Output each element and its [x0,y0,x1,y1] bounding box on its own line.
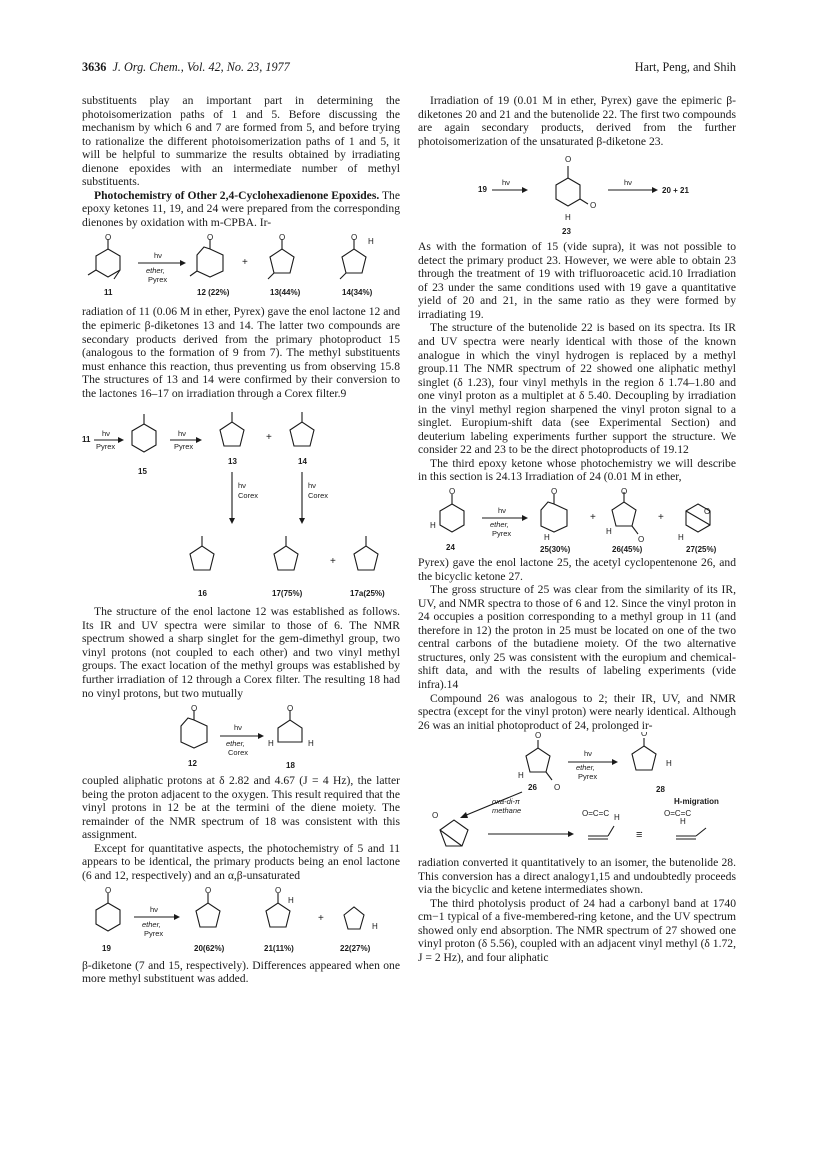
condition: Pyrex [492,529,512,539]
condition: hν [238,481,246,491]
paragraph: Pyrex) gave the enol lactone 25, the acetyl cyclopentenone 26, and the bicyclic ketone 27. [418,556,736,583]
hydrogen-label: H [678,533,684,543]
plus-sign: + [318,912,324,924]
paragraph: The third epoxy ketone whose photochemistry we will describe in this section is 24.13 Irradiation of 24 (0.01 M in ether, [418,456,736,484]
compound-label: 23 [562,227,571,237]
paragraph: Irradiation of 19 (0.01 M in ether, Pyrex) gave the epimeric β-diketones 20 and 21 and the butenolide 22. The first two compounds are again secondary products, derived from the further photoisomerization of the unsaturated β-diketone 23. [418,94,736,148]
scheme-4 [82,883,400,959]
oxygen-label: O [449,487,456,497]
hydrogen-label: H [268,739,274,749]
hydrogen-label: H [544,533,550,543]
paragraph: coupled aliphatic protons at δ 2.82 and 4.67 (J = 4 Hz), the latter being the proton adjacent to the oxygen. This result required that the vinyl protons in 12 be at the termini of the diene moiety. The remainder of the NMR spectrum of 18 was consistent with this assignment. [82,774,400,842]
oxygen-label: O [535,732,542,741]
paragraph: radiation of 11 (0.06 M in ether, Pyrex) gave the enol lactone 12 and the epimeric β-diketones 13 and 14. The latter two compounds are secondary products derived from the primary photoproduct 15 (analogous to the formation of 9 from 7). The methyl substituents must enhance this reaction, thus preventing us from observing 15.8 The structures of 13 and 14 were confirmed by their conversion to the lactones 16–17 on irradiation through a Corex filter.9 [82,305,400,400]
hydrogen-label: H [430,521,436,531]
plus-sign: + [330,556,336,568]
paragraph: Compound 26 was analogous to 2; their IR, UV, and NMR spectra (except for the vinyl proton) were nearly identical. Although 26 was an initial photoproduct of 24, prolonged ir- [418,691,736,732]
page-number: 3636 [82,60,107,74]
oxygen-label: O [638,535,645,545]
scheme-7 [418,732,736,856]
compound-label: 19 [102,943,111,953]
compound-label: 26(45%) [612,545,643,555]
condition: Corex [228,748,249,758]
oxygen-label: O [279,233,286,243]
paragraph: The third photolysis product of 24 had a carbonyl band at 1740 cm−1 typical of a five-membered-ring ketone, and the UV spectrum showed only end absorption. The NMR spectrum of 27 showed one vinyl proton (δ 5.56), coupled with an adjacent vinyl methyl (δ 1.72, J = 2 Hz), and four aliphatic [418,896,736,964]
oxygen-label: O [205,885,212,895]
scheme-5 [418,148,736,240]
hydrogen-label: H [666,759,672,769]
paragraph [82,189,400,230]
condition: Corex [238,491,259,501]
oxygen-label: O [432,811,439,821]
compound-label: 17a(25%) [350,589,385,599]
hydrogen-label: H [680,817,686,827]
scheme-1 [82,229,400,305]
left-column [82,94,400,986]
compound-label: 13(44%) [270,288,301,298]
authors: Hart, Peng, and Shih [634,60,736,74]
condition: ether, [490,520,509,530]
compound-label: 14(34%) [342,288,373,298]
compound-label: 17(75%) [272,589,303,599]
journal-citation [82,60,290,75]
condition: ether, [146,266,165,276]
paragraph: radiation converted it quantitatively to an isomer, the butenolide 28. This conversion has a direct analogy1,15 and undoubtedly proceeds via the bicyclic and ketene intermediates shown. [418,856,736,897]
compound-label: 27(25%) [686,545,717,555]
hydrogen-label: H [288,895,294,905]
condition: hν [498,506,506,516]
condition: hν [234,723,242,733]
journal-name: J. Org. Chem., [112,60,184,74]
oxygen-label: O [565,155,572,165]
compound-label: 18 [286,761,295,771]
scheme-3 [82,700,400,774]
condition: hν [150,904,158,914]
oxygen-label: O [351,233,358,243]
condition: Pyrex [144,928,164,938]
condition: methane [492,806,522,816]
condition: hν [154,251,162,261]
condition: hν [308,481,316,491]
compound-label: 25(30%) [540,545,571,555]
compound-label: 12 [188,759,197,769]
hydrogen-label: H [372,921,378,931]
oxygen-label: O [621,487,628,497]
oxygen-label: O [641,732,648,739]
oxygen-label: O [105,885,112,895]
compound-label: 11 [104,288,113,298]
compound-label: 21(11%) [264,943,294,953]
compound-label: 24 [446,543,455,553]
plus-sign: + [242,257,248,269]
compound-label: 20(62%) [194,943,225,953]
paragraph-text: The epoxy ketones 11, 19, and 24 were prepared from the corresponding dienones by oxidation with m-CPBA. Ir- [82,188,400,229]
condition: Pyrex [96,442,116,452]
plus-sign: + [590,512,596,524]
condition: hν [102,429,110,439]
compound-label: 15 [138,467,147,477]
paragraph: The gross structure of 25 was clear from the similarity of its IR, UV, and NMR spectra to those of 6 and 12. Since the vinyl proton in 24 occupies a position corresponding to a methyl group in 11 (and therefore in 12) the proton in 25 must be located on one of the two central carbons of the butadiene moiety. Of the two alternative structures, only 25 was consistent with the europium and chemical-shift data, and with the results of labeling experiments (vide infra).14 [418,583,736,691]
paragraph: Except for quantitative aspects, the photochemistry of 5 and 11 appears to be identical, the primary products being an enol lactone (6 and 12, respectively) and an α,β-unsaturated [82,841,400,882]
equivalence-sign: ≡ [636,829,643,842]
condition: hν [624,178,632,188]
paragraph: substituents play an important part in determining the photoisomerization paths of 1 and 5. Before discussing the mechanism by which 6 and 7 are formed from 5, and before trying to rationalize the different photoisomerization paths of 1 and 5, it will be helpful to summarize the results obtained by irradiating dienone epoxides with an intermediate number of methyl substituents. [82,94,400,189]
compound-label: 28 [656,785,665,795]
compound-label: 14 [298,457,307,467]
compound-label: 20 + 21 [662,186,689,196]
section-heading: Photochemistry of Other 2,4-Cyclohexadienone Epoxides. [94,188,380,202]
compound-label: 11 [82,435,91,445]
volume-info: Vol. 42, No. 23, 1977 [186,60,290,74]
condition: ether, [576,763,595,773]
condition: hν [584,749,592,759]
right-column [418,94,736,965]
ketene-label: O=C=C [664,809,692,819]
hydrogen-label: H [606,527,612,537]
paragraph: The structure of the enol lactone 12 was established as follows. Its IR and UV spectra were similar to those of 6. The NMR spectrum showed a sharp singlet for the gem-dimethyl group, two vinyl protons (not coupled to each other) and two vinyl methyl groups. The exact location of the methyl groups was established by further irradiation of 12 through a Corex filter. The resulting 18 had no vinyl protons, but two mutually [82,605,400,700]
plus-sign: + [266,432,272,444]
condition: Pyrex [174,442,194,452]
compound-label: 22(27%) [340,943,371,953]
oxygen-label: O [554,783,561,793]
ketene-label: O=C=C [582,809,610,819]
oxygen-label: O [191,704,198,714]
migration-label: H-migration [674,797,719,807]
hydrogen-label: H [368,237,374,247]
condition: oxa-di-π [492,797,520,807]
scheme-2 [82,400,400,605]
paragraph: As with the formation of 15 (vide supra), it was not possible to detect the primary product 23. However, we were able to obtain 23 through the treatment of 19 with trifluoroacetic acid.10 Irradiation of 23 under the same conditions used with 19 gave a quantitative yield of 20 and 21, in the same ratio as they were formed by irradiating 19. [418,240,736,321]
oxygen-label: O [275,885,282,895]
oxygen-label: O [704,507,711,517]
condition: ether, [226,739,245,749]
condition: Pyrex [578,772,598,782]
oxygen-label: O [105,233,112,243]
compound-label: 13 [228,457,237,467]
oxygen-label: O [551,487,558,497]
hydrogen-label: H [614,813,620,823]
condition: hν [178,429,186,439]
plus-sign: + [658,512,664,524]
hydrogen-label: H [565,213,571,223]
condition: Corex [308,491,329,501]
running-header [82,60,736,78]
oxygen-label: O [287,704,294,714]
oxygen-label: O [207,233,214,243]
paragraph: The structure of the butenolide 22 is based on its spectra. Its IR and UV spectra were nearly identical with those of the known analogue in which the vinyl hydrogen is replaced by a methyl group.11 The NMR spectrum of 22 showed one aliphatic methyl singlet (δ 1.23), four vinyl methyls in the region δ 1.74–1.80 and one vinyl proton as a multiplet at δ 5.40. Decoupling by irradiation in the vinyl methyl region sharpened the vinyl proton signal to a singlet. Europium-shift data (see Experimental Section) and deuterium labeling experiments further support the structure. We consider 22 and 23 to be the direct photoproducts of 19.12 [418,321,736,457]
condition: ether, [142,919,161,929]
compound-label: 16 [198,589,207,599]
compound-label: 19 [478,185,487,195]
hydrogen-label: H [518,771,524,781]
condition: hν [502,178,510,188]
paragraph: β-diketone (7 and 15, respectively). Differences appeared when one more methyl substituent was added. [82,958,400,986]
compound-label: 12 (22%) [197,288,230,298]
condition: Pyrex [148,275,168,285]
oxygen-label: O [590,201,597,211]
scheme-6 [418,484,736,556]
hydrogen-label: H [308,739,314,749]
compound-label: 26 [528,783,537,793]
